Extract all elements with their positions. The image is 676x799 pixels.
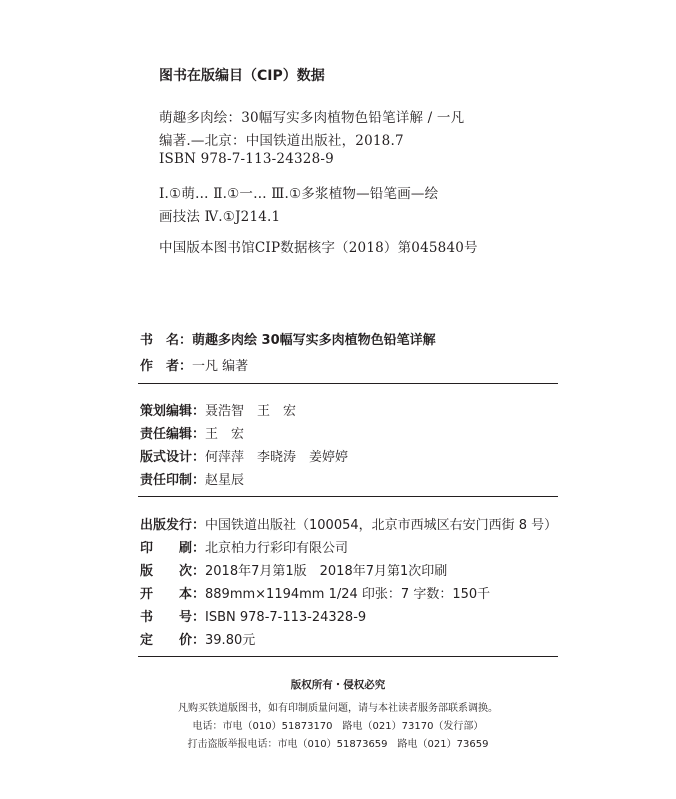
editor-row <box>140 469 244 488</box>
editor-value: 聂浩智 王 宏 <box>205 404 297 419</box>
publication-row <box>140 629 255 648</box>
cip-record-number: 中国版本图书馆CIP数据核字（2018）第045840号 <box>159 240 478 256</box>
editor-label: 策划编辑： <box>140 404 206 419</box>
cip-isbn-line: ISBN 978-7-113-24328-9 <box>159 151 334 167</box>
editor-row <box>140 446 348 465</box>
divider-2 <box>138 496 558 497</box>
cip-publisher-line: 编著.—北京：中国铁道出版社，2018.7 <box>159 133 404 149</box>
cip-title-line: 萌趣多肉绘：30幅写实多肉植物色铅笔详解 / 一凡 <box>159 110 465 126</box>
editor-label: 版式设计： <box>140 450 206 465</box>
publication-label: 印 刷： <box>140 541 206 556</box>
publication-row <box>140 583 490 602</box>
editor-value: 赵星辰 <box>205 473 245 488</box>
copyright-notice: 版权所有・侵权必究 <box>290 679 386 691</box>
editor-value: 王 宏 <box>205 427 245 442</box>
book-title-row <box>140 329 436 348</box>
publication-label: 开 本： <box>140 587 206 602</box>
anti-piracy-line: 打击盗版举报电话：市电（010）51873659 路电（021）73659 <box>187 739 489 750</box>
editor-label: 责任印制： <box>140 473 206 488</box>
author-value: 一凡 编著 <box>192 359 249 374</box>
editor-label: 责任编辑： <box>140 427 206 442</box>
publication-value: 889mm×1194mm 1/24 印张：7 字数：150千 <box>205 587 491 602</box>
publication-row <box>140 606 366 625</box>
phone-line: 电话：市电（010）51873170 路电（021）73170（发行部） <box>192 721 484 732</box>
divider-3 <box>138 656 558 657</box>
editor-value: 何萍萍 李晓涛 姜婷婷 <box>205 450 349 465</box>
book-title-value: 萌趣多肉绘 30幅写实多肉植物色铅笔详解 <box>192 333 436 348</box>
divider-1 <box>138 383 558 384</box>
publication-row <box>140 514 557 533</box>
book-title-label: 书 名： <box>140 333 193 348</box>
publication-label: 定 价： <box>140 633 206 648</box>
publication-label: 出版发行： <box>140 518 206 533</box>
publication-value: ISBN 978-7-113-24328-9 <box>205 610 367 625</box>
publication-value: 北京柏力行彩印有限公司 <box>205 541 349 556</box>
cip-heading: 图书在版编目（CIP）数据 <box>159 68 325 84</box>
author-label: 作 者： <box>140 359 193 374</box>
exchange-notice: 凡购买铁道版图书，如有印制质量问题，请与本社读者服务部联系调换。 <box>178 703 498 714</box>
publication-label: 书 号： <box>140 610 206 625</box>
publication-row <box>140 537 348 556</box>
publication-value: 39.80元 <box>205 633 256 648</box>
publication-label: 版 次： <box>140 564 206 579</box>
publication-value: 中国铁道出版社（100054，北京市西城区右安门西街 8 号） <box>205 518 558 533</box>
author-row <box>140 355 248 374</box>
editor-row <box>140 400 296 419</box>
editor-row <box>140 423 244 442</box>
cip-classification-line-2: 画技法 Ⅳ.①J214.1 <box>159 209 281 225</box>
publication-value: 2018年7月第1版 2018年7月第1次印刷 <box>205 564 448 579</box>
publication-row <box>140 560 447 579</box>
cip-classification-line: Ⅰ.①萌… Ⅱ.①一… Ⅲ.①多浆植物—铅笔画—绘 <box>159 186 439 202</box>
